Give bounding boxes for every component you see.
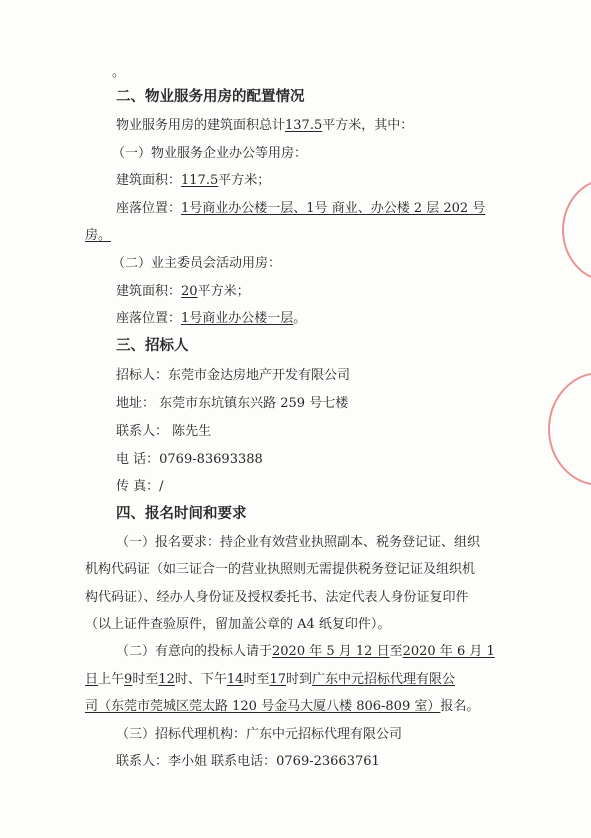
agent-org-address: 司（东莞市莞城区莞太路 120 号金马大厦八楼 806-809 室） (85, 699, 441, 714)
total-area-value: 137.5 (285, 118, 323, 133)
sub2-area-line: 建筑面积：20平方米； (116, 284, 250, 299)
sub1-title: （一）物业服务企业办公等用房： (112, 146, 308, 161)
start-date: 2020 年 5 月 12 日 (272, 644, 390, 659)
sub1-area-value: 117.5 (181, 173, 219, 188)
requirement-line-3: 构代码证）、经办人身份证及授权委托书、法定代表人身份证复印件 (85, 590, 469, 605)
sub2-area-value: 20 (181, 284, 198, 299)
time-line-3: 司（东莞市莞城区莞太路 120 号金马大厦八楼 806-809 室）报名。 (85, 699, 480, 714)
fax-line: 传 真：/ (116, 479, 164, 494)
time-line-2: 日上午9时至12时、下午14时至17时到广东中元招标代理有限公 (85, 672, 456, 687)
red-seal-top (562, 178, 591, 282)
tenderer-line: 招标人：东莞市金达房地产开发有限公司 (116, 368, 351, 383)
section-3-heading: 三、招标人 (116, 338, 189, 354)
requirement-line-1: （一）报名要求：持企业有效营业执照副本、税务登记证、组织 (116, 535, 481, 550)
sub2-location-line: 座落位置：1号商业办公楼一层。 (116, 311, 307, 326)
sub1-location-continued: 房。 (85, 228, 112, 243)
total-area-line: 物业服务用房的建筑面积总计137.5平方米，其中： (116, 118, 414, 133)
sub2-location-value: 1号商业办公楼一层 (181, 311, 294, 326)
requirement-line-4: （以上证件查验原件，留加盖公章的 A4 纸复印件）。 (85, 617, 391, 632)
leading-punctuation: 。 (112, 65, 126, 80)
red-seal-bottom (548, 372, 591, 486)
agent-line: （三）招标代理机构：广东中元招标代理有限公司 (116, 727, 403, 742)
section-2-heading: 二、物业服务用房的配置情况 (116, 89, 305, 105)
agent-org-name: 广东中元招标代理有限公 (312, 672, 456, 687)
address-line: 地址： 东莞市东坑镇东兴路 259 号七楼 (116, 396, 349, 411)
requirement-line-2: 机构代码证（如三证合一的营业执照则无需提供税务登记证及组织机 (85, 562, 476, 577)
agent-contact-line: 联系人：李小姐 联系电话：0769-23663761 (116, 754, 380, 769)
time-line-1: （二）有意向的投标人请于2020 年 5 月 12 日至2020 年 6 月 1 (116, 644, 495, 659)
sub1-location-line: 座落位置：1号商业办公楼一层、1号 商业、办公楼 2 层 202 号 (116, 201, 486, 216)
contact-line: 联系人： 陈先生 (116, 424, 212, 439)
section-4-heading: 四、报名时间和要求 (116, 506, 247, 522)
end-date: 2020 年 6 月 1 (402, 644, 495, 659)
sub2-title: （二）业主委员会活动用房： (112, 256, 282, 271)
phone-line: 电 话：0769-83693388 (116, 452, 263, 467)
sub1-area-line: 建筑面积：117.5平方米； (116, 173, 271, 188)
sub1-location-value: 1号商业办公楼一层、1号 商业、办公楼 2 层 202 号 (181, 201, 486, 216)
